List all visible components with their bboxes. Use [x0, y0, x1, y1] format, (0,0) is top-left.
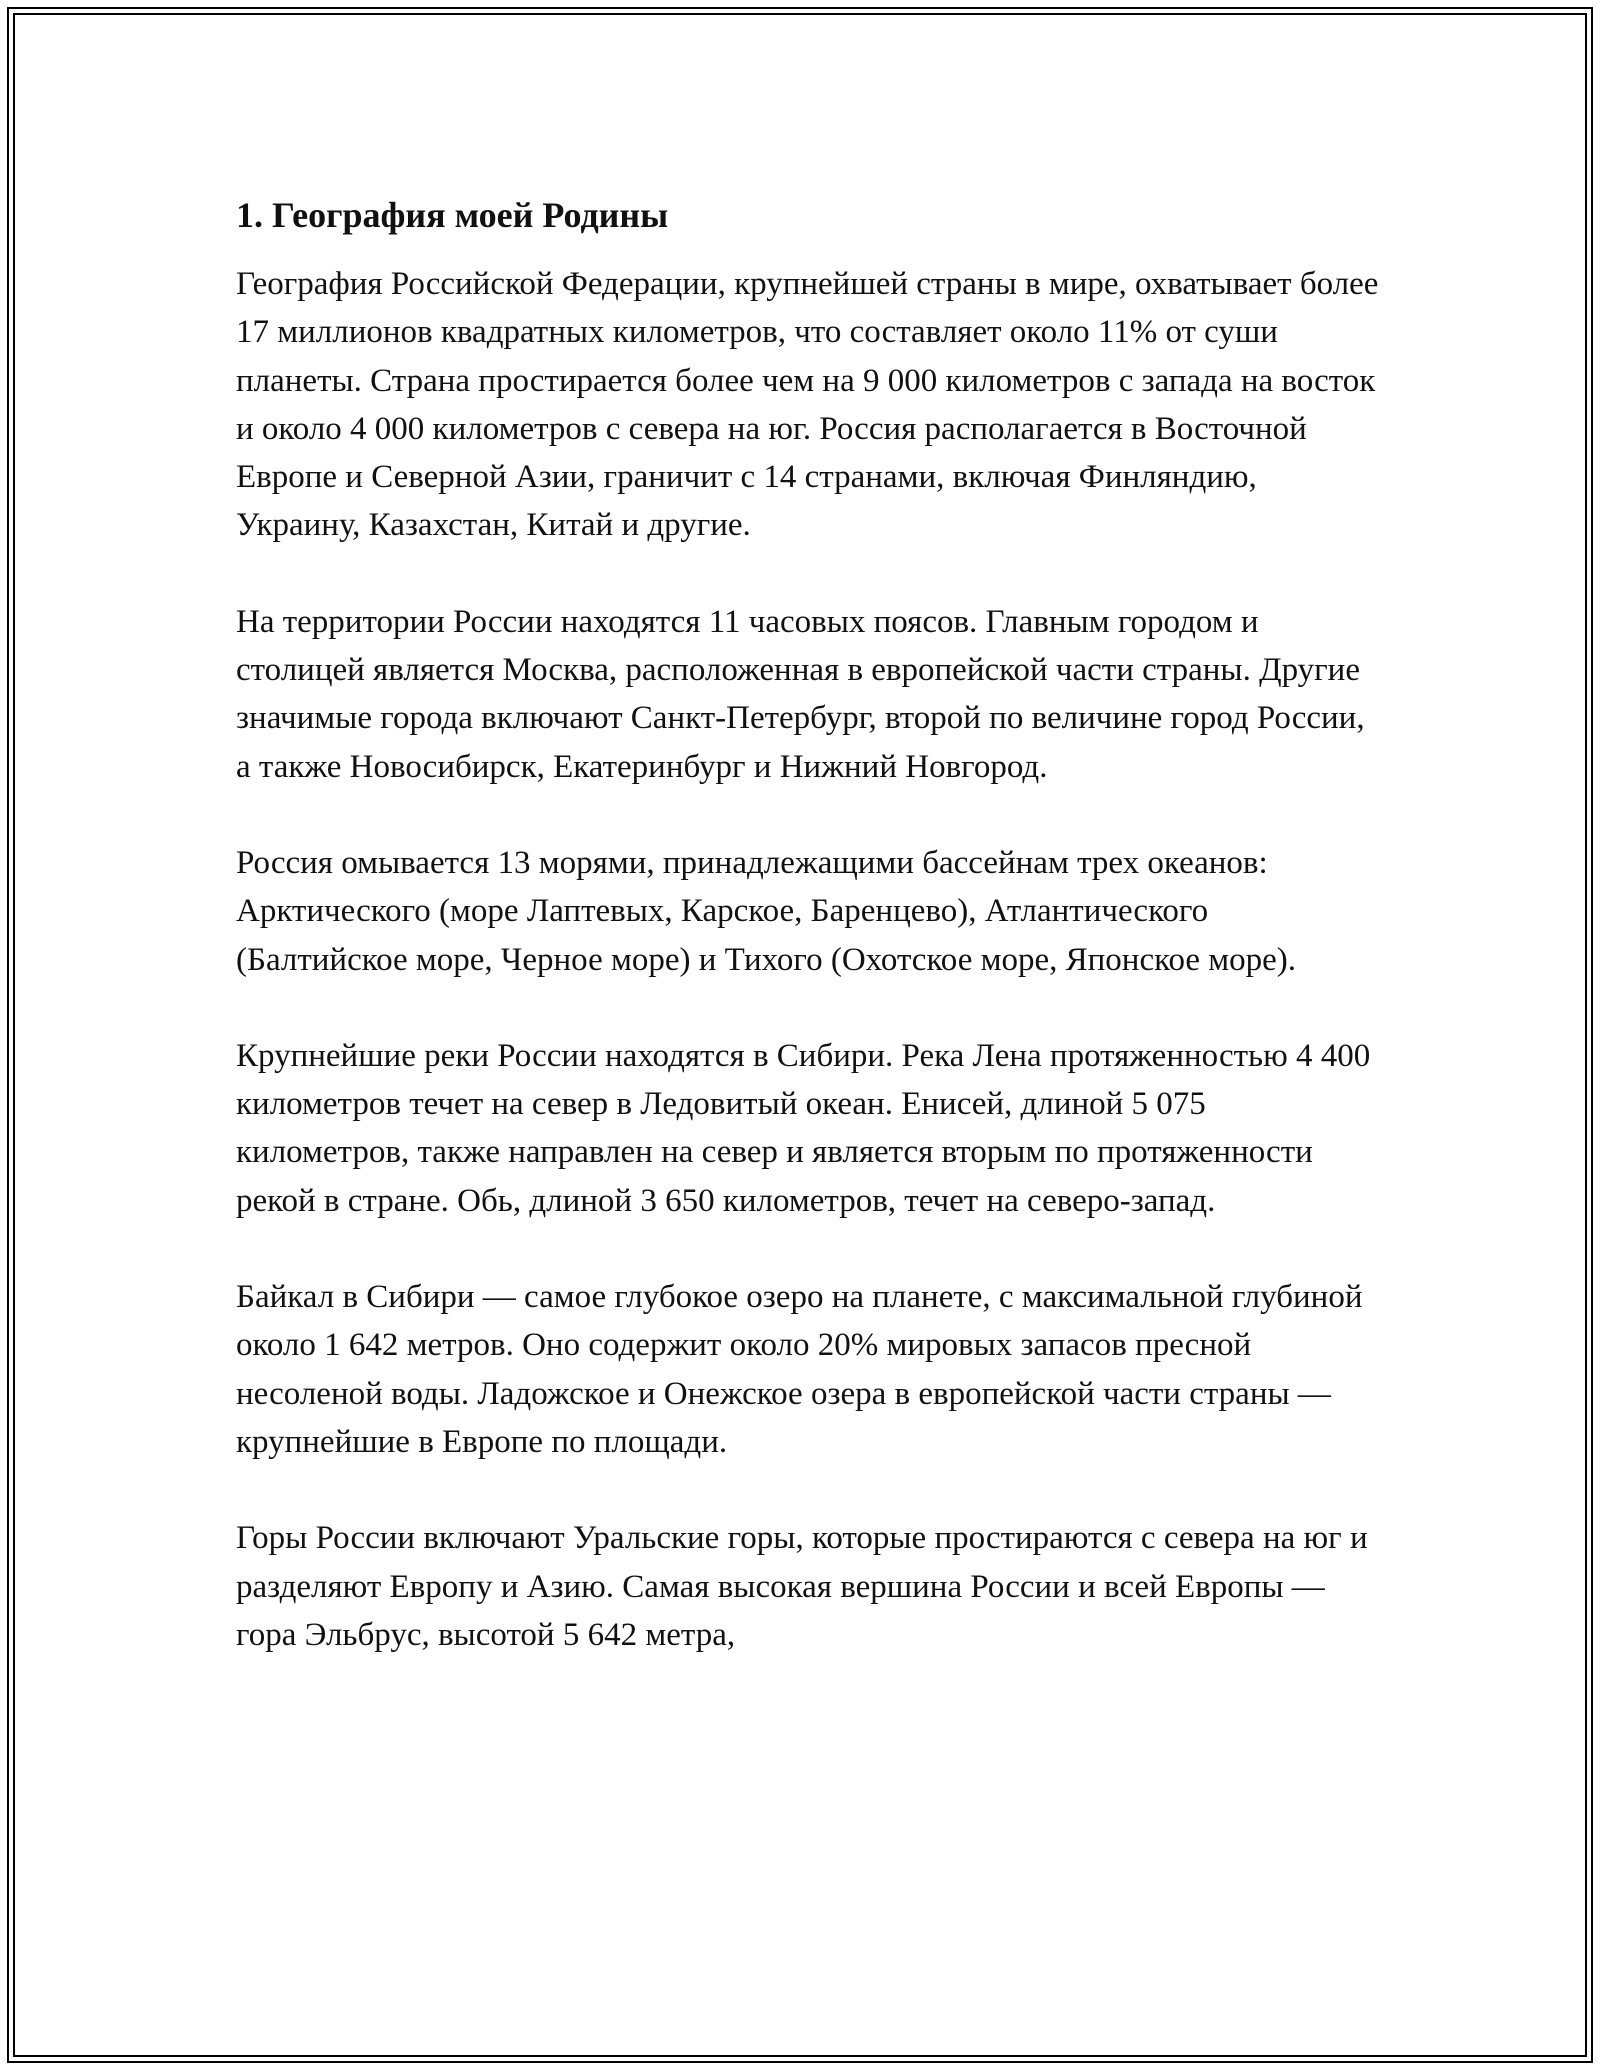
paragraph-seas: Россия омывается 13 морями, принадлежащими бассейнам трех океанов: Арктического (море Лаптевых, Карское, Баренцево), Атлантического (Балтийское море, Черное море) и Тихого (Охотское море, Японское море). — [236, 844, 1297, 978]
document-content — [236, 186, 1386, 1707]
paragraph-time-zones-cities: На территории России находятся 11 часовых поясов. Главным городом и столицей является Москва, расположенная в европейской части страны. Другие значимые города включают Санкт-Петербург, второй по величине город России, а также Новосибирск, Екатеринбург и Нижний Новгород. — [236, 603, 1365, 785]
paragraph-geography-overview: География Российской Федерации, крупнейшей страны в мире, охватывает более 17 миллионов квадратных километров, что составляет около 11% от суши планеты. Страна простирается более чем на 9 000 километров с запада на восток и около 4 000 километров с севера на юг. Россия располагается в Восточной Европе и Северной Азии, граничит с 14 странами, включая Финляндию, Украину, Казахстан, Китай и другие. — [236, 266, 1379, 544]
paragraph-mountains: Горы России включают Уральские горы, которые простираются с севера на юг и разделяют Европу и Азию. Самая высокая вершина России и всей Европы — гора Эльбрус, высотой 5 642 метра, — [236, 1520, 1368, 1653]
paragraph-lakes: Байкал в Сибири — самое глубокое озеро на планете, с максимальной глубиной около 1 642 метров. Оно содержит около 20% мировых запасов пресной несоленой воды. Ладожское и Онежское озера в европейской части страны — крупнейшие в Европе по площади. — [236, 1279, 1363, 1460]
paragraph-rivers: Крупнейшие реки России находятся в Сибири. Река Лена протяженностью 4 400 километров течет на север в Ледовитый океан. Енисей, длиной 5 075 километров, также направлен на север и является вторым по протяженности рекой в стране. Обь, длиной 3 650 километров, течет на северо-запад. — [236, 1037, 1371, 1219]
section-heading: 1. География моей Родины — [236, 195, 669, 235]
